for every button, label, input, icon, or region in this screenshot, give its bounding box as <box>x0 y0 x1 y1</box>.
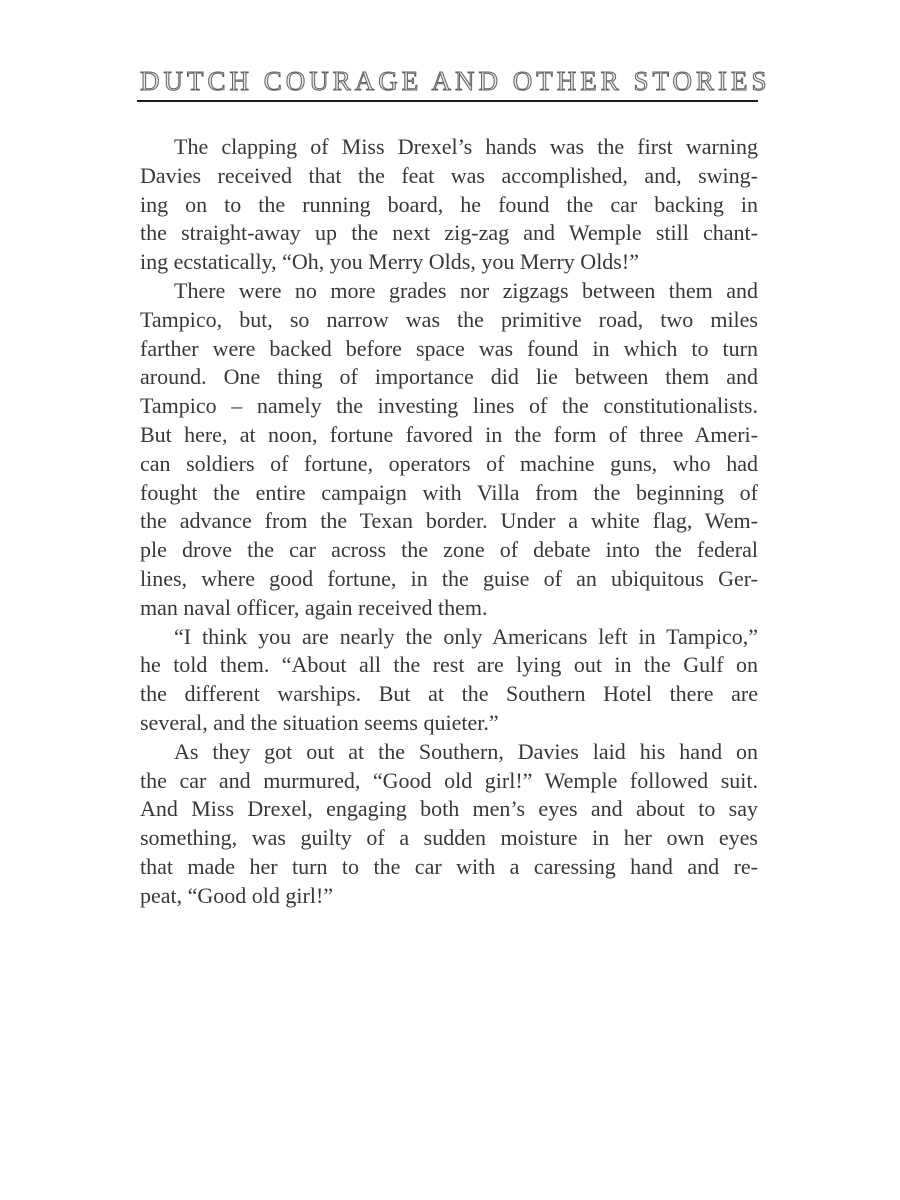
text-line: And Miss Drexel, engaging both men’s eyes and about to say <box>140 796 758 822</box>
paragraph <box>140 133 758 277</box>
header-rule <box>137 100 758 102</box>
text-line: that made her turn to the car with a caressing hand and re- <box>140 853 758 879</box>
text-line: ing on to the running board, he found the car backing in <box>140 191 758 217</box>
text-line: fought the entire campaign with Villa from the beginning of <box>140 479 758 505</box>
text-line: the different warships. But at the Southern Hotel there are <box>140 681 758 707</box>
page-header-title: DUTCH COURAGE AND OTHER STORIES <box>140 66 771 96</box>
text-line: As they got out at the Southern, Davies laid his hand on <box>174 738 758 764</box>
text-line: he told them. “About all the rest are lying out in the Gulf on <box>140 652 758 678</box>
text-line: Tampico – namely the investing lines of the constitutionalists. <box>140 393 758 419</box>
text-line: man naval officer, again received them. <box>140 594 488 620</box>
text-line: the straight-away up the next zig-zag and Wemple still chant- <box>140 220 758 246</box>
text-line: the car and murmured, “Good old girl!” Wemple followed suit. <box>140 767 758 793</box>
text-line: lines, where good fortune, in the guise of an ubiquitous Ger- <box>140 565 758 591</box>
text-line: Tampico, but, so narrow was the primitive road, two miles <box>140 306 758 332</box>
running-head <box>140 66 771 97</box>
text-line: ple drove the car across the zone of debate into the federal <box>140 537 758 563</box>
text-line: farther were backed before space was found in which to turn <box>140 335 758 361</box>
text-line: Davies received that the feat was accomplished, and, swing- <box>140 162 758 188</box>
text-line: several, and the situation seems quieter.” <box>140 709 499 735</box>
text-line: something, was guilty of a sudden moisture in her own eyes <box>140 825 758 851</box>
text-line: ing ecstatically, “Oh, you Merry Olds, you Merry Olds!” <box>140 249 639 275</box>
text-line: around. One thing of importance did lie between them and <box>140 364 758 390</box>
text-line: peat, “Good old girl!” <box>140 882 334 908</box>
text-line: There were no more grades nor zigzags between them and <box>174 277 758 303</box>
text-line: The clapping of Miss Drexel’s hands was the first warning <box>174 134 758 159</box>
paragraph <box>140 738 758 911</box>
text-line: can soldiers of fortune, operators of machine guns, who had <box>140 450 758 476</box>
text-line: But here, at noon, fortune favored in the form of three Ameri- <box>140 421 758 447</box>
text-line: “I think you are nearly the only Americans left in Tampico,” <box>174 623 758 649</box>
text-line: the advance from the Texan border. Under a white flag, Wem- <box>140 508 758 534</box>
paragraph <box>140 623 758 738</box>
page-text <box>140 133 758 911</box>
paragraph <box>140 277 758 623</box>
